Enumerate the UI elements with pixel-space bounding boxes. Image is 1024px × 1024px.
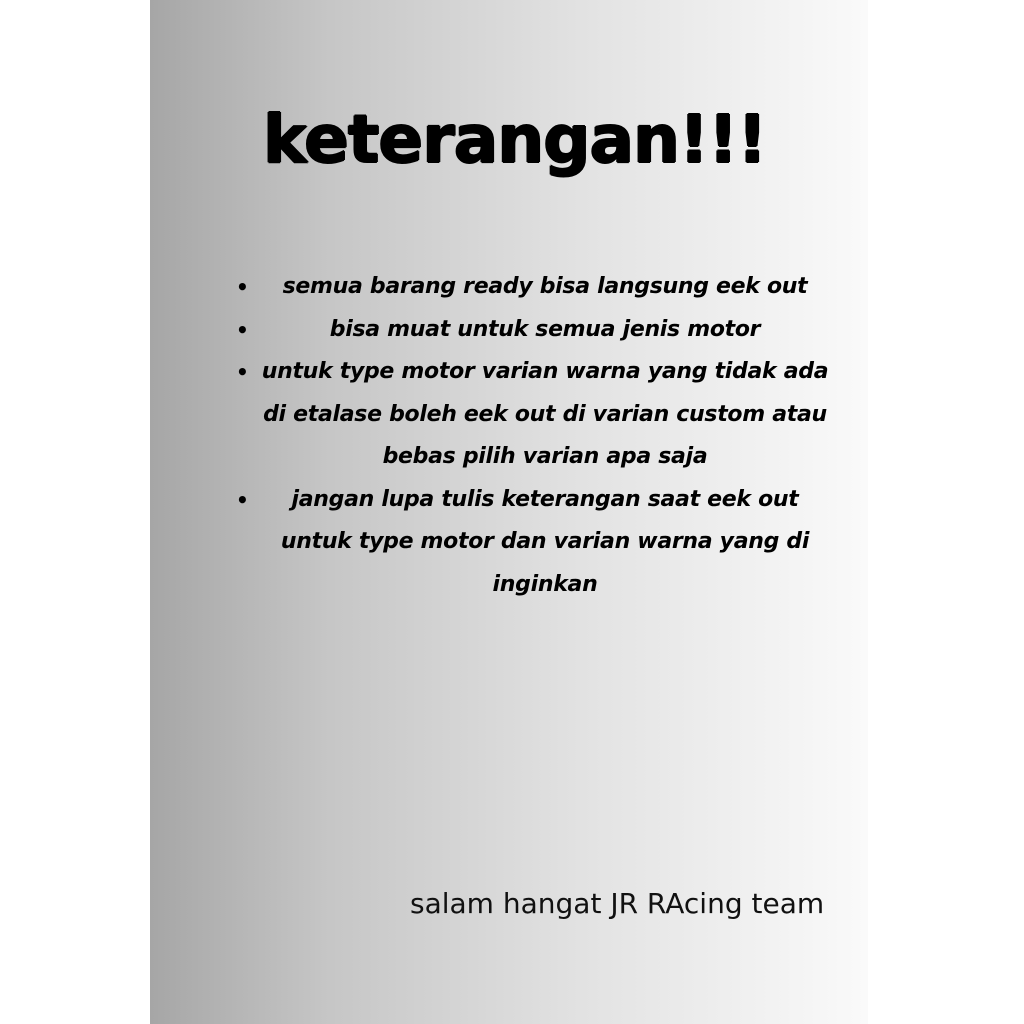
bullet-icon: •	[236, 317, 249, 342]
page-title: keterangan!!!	[263, 101, 767, 178]
list-item	[230, 309, 830, 352]
bullet-icon: •	[236, 275, 249, 299]
bullet-icon: •	[236, 360, 249, 384]
list-item	[230, 266, 830, 309]
flyer-page	[150, 0, 868, 1024]
list-item-text: untuk type motor varian warna yang tidak ada di etalase boleh eek out di varian custom atau bebas pilih varian apa saja	[261, 359, 829, 469]
list-item	[230, 479, 830, 607]
bullet-icon: •	[236, 487, 249, 512]
info-list	[230, 266, 830, 606]
signature-text: salam hangat JR RAcing team	[410, 887, 825, 920]
list-item-text: semua barang ready bisa langsung eek out	[282, 274, 808, 299]
list-item	[230, 351, 830, 479]
list-item-text: bisa muat untuk semua jenis motor	[329, 316, 761, 342]
list-item-text: jangan lupa tulis keterangan saat eek out untuk type motor dan varian warna yang di inginkan	[280, 486, 810, 597]
